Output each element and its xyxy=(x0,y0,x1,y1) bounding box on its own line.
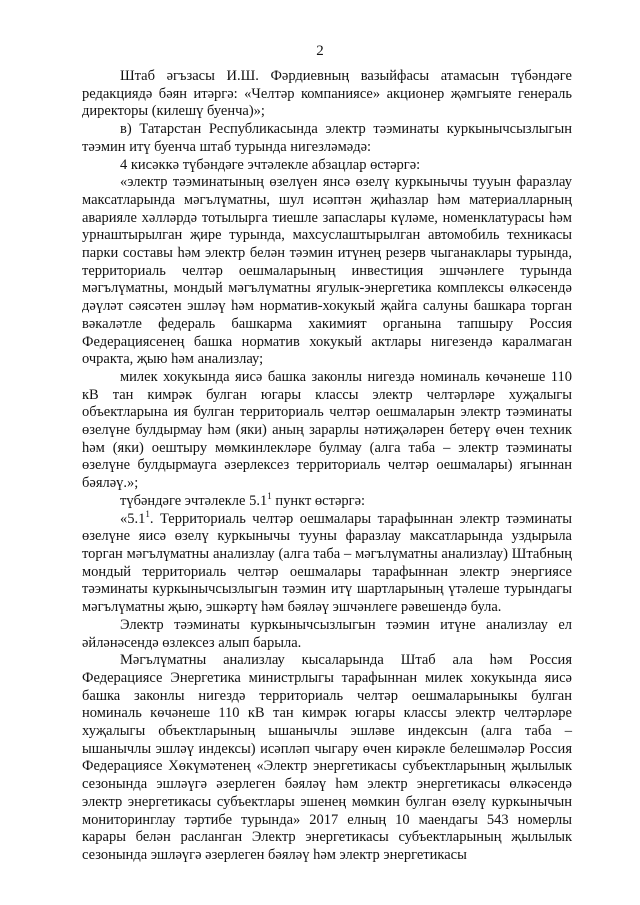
paragraph-text-tail: пункт өстәргә: xyxy=(271,492,366,509)
paragraph xyxy=(82,121,572,156)
paragraph xyxy=(82,68,572,121)
superscript: 1 xyxy=(267,490,272,501)
paragraph xyxy=(82,174,572,369)
paragraph-text: Штаб әгъзасы И.Ш. Фәрдиевның вазыйфасы атамасын түбәндәге редакциядә бәян итәргә: «Челтәр компаниясе» акционер җәмгыяте генераль директоры (килешү буенча)»; xyxy=(82,68,572,120)
page-number: 2 xyxy=(316,43,324,59)
paragraph xyxy=(82,369,572,493)
body-text xyxy=(82,68,572,865)
paragraph xyxy=(82,490,572,511)
paragraph xyxy=(82,157,572,175)
paragraph-text: түбәндәге эчтәлекле 5.1 xyxy=(120,492,268,509)
paragraph-text: 4 кисәккә түбәндәге эчтәлекле абзацлар өстәргә: xyxy=(120,156,421,173)
paragraph-text: милек хокукында яисә башка законлы нигездә номиналь көчәнеше 110 кВ тан кимрәк булган югары классы электр челтәрләре хуҗалыгы объектларына ия булган территориаль челтәр оешмаларын электр тәэминаты өзелүне булдырмау һәм (яки) аның зарарлы нәтиҗәләрен бетерү өчен техник һәм (яки) оештыру мөмкинлекләре булмау (алга таба – электр тәэминаты өзелүне булдырмауга әзерлексез территориаль челтәр оешмалары) ягыннан бәяләү.»; xyxy=(82,368,572,492)
paragraph xyxy=(82,508,572,617)
paragraph-text: «5.1 xyxy=(120,510,146,527)
paragraph-text-tail: . Территориаль челтәр оешмалары тарафыннан электр тәэминаты өзелүне яисә өзелү куркынычы тууны фаразлау максатларында уздырыла торган мәгълүматны анализлау (алга таба – мәгълүматны анализлау) Штабның мондый территориаль челтәр оешмалары тарафыннан электр энергиясе тәэминаты куркынычсызлыгын тәэмин итү шартларының үтәлеше турындагы мәгълүматны җыю, эшкәртү һәм бәяләү эшчәнлеге рәвешендә була. xyxy=(82,510,572,616)
paragraph xyxy=(82,617,572,652)
paragraph-text: Электр тәэминаты куркынычсызлыгын тәэмин итүне анализлау ел әйләнәсендә өзлексез алып барыла. xyxy=(82,616,572,651)
superscript: 1 xyxy=(145,508,150,519)
paragraph-text: в) Татарстан Республикасында электр тәэминаты куркынычсызлыгын тәэмин итү буенча штаб турында нигезләмәдә: xyxy=(82,121,572,155)
paragraph-text: Мәгълүматны анализлау кысаларында Штаб ала һәм Россия Федерациясе Энергетика министрлыгы тарафыннан милек хокукында яисә башка законлы нигездә территориаль челтәр оешмаларыныкы булган номиналь көчәнеше 110 кВ тан кимрәк югары классы электр челтәрләре хуҗалыгы объектларының ышанычлы эшләве индексын (алга таба – ышанычлы эшләү индексы) исәпләп чыгару өчен кирәкле белешмәләр Россия Федерациясе Хөкүмәтенең «Электр энергетикасы субъектларының җылылык сезонында эшләүгә әзерлеген бәяләү һәм электр энергетикасы өлкәсендә электр энергетикасы субъектлары эшенең мөмкин булган өзелү куркынычын мониторинглау тәртибе турында» 2017 елның 10 маендагы 543 номерлы карары белән расланган Электр энергетикасы субъектларының җылылык сезонында эшләүгә әзерлеген бәяләү һәм электр энергетикасы xyxy=(82,652,572,863)
paragraph xyxy=(82,652,572,864)
paragraph-text: «электр тәэминатының өзелүен янсә өзелү куркынычы тууын фаразлау максатларында мәгълүматны, шул исәптән җиһазлар һәм материалларның аварияле хәлләрдә тотылырга тиешле запаслары күләме, номенклатурасы һәм урнаштырылган җире турында, махсуслаштырылган автомобиль техникасы парки составы һәм электр белән тәэмин итүнең резерв чыганаклары турында, территориаль челтәр оешмаларының инвестиция эшчәнлеге турында мәгълүматны, мондый мәгълүматны ягулык-энергетика комплексы өлкәсендә дәүләт сәясәтен эшләү һәм норматив-хокукый җайга салуны башкара торган вәкаләтле федераль башкарма хакимият органына тапшыру Россия Федерациясенең башка норматив хокукый актлары нигезендә каралмаган очракта, җыю һәм анализлау; xyxy=(82,174,572,368)
